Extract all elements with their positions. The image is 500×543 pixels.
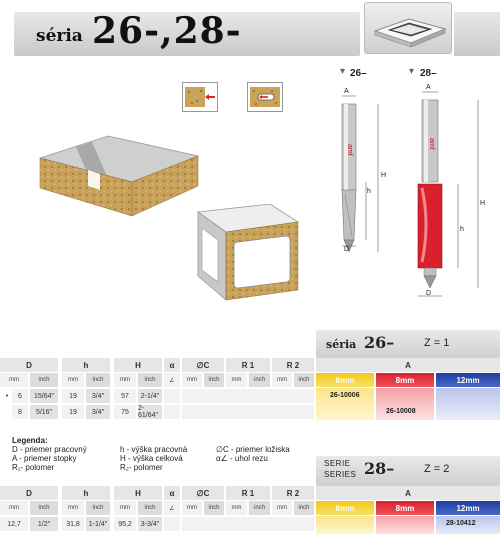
table1-unit: mm — [226, 373, 247, 387]
table2-unit: mm — [182, 501, 202, 515]
table1-unit: inch — [30, 373, 58, 387]
svg-text:▾: ▾ — [409, 66, 415, 77]
table2-6mm-column — [316, 516, 374, 534]
cell-d-inch: 15/64" — [30, 389, 58, 403]
dim-H-label-26: H — [381, 172, 387, 179]
series-code: 26-,28- — [92, 10, 242, 52]
cell-h-inch: 3/4" — [86, 405, 110, 419]
cell-h-mm: 19 — [62, 389, 84, 403]
dim-a-label-28: A — [426, 84, 431, 91]
legend-item: R₁- polomer — [12, 463, 55, 472]
cell-h-inch: 3/4" — [86, 389, 110, 403]
grooved-block-illustration — [36, 130, 201, 223]
svg-text:amf: amf — [428, 138, 435, 150]
cell-h-mm: 31,8 — [62, 517, 84, 531]
cell-d-inch: 5/16" — [30, 405, 58, 419]
cell-d-mm: 12,7 — [0, 517, 28, 531]
cell-empty — [182, 517, 314, 531]
table1-tag-6mm: 6mm — [316, 373, 374, 387]
table1-col-h: h — [62, 358, 110, 372]
table2-tag-12mm: 12mm — [436, 501, 500, 515]
table2-col-H: H — [114, 486, 162, 500]
legend-title: Legenda: — [12, 436, 48, 445]
dim-h-label-28: h — [460, 226, 464, 233]
table2-unit: inch — [30, 501, 58, 515]
table2-col-a: A — [316, 486, 500, 500]
table1-8mm-column — [376, 388, 434, 420]
series-prefix: séria — [36, 26, 83, 46]
table1-unit: inch — [204, 373, 224, 387]
cell-H-mm: 75 — [114, 405, 136, 419]
router-bit-drawings — [318, 64, 498, 309]
bit-28-label: 28– — [420, 68, 437, 79]
cell-d-mm: 6 — [12, 389, 28, 403]
table1-series-prefix: séria — [326, 338, 357, 351]
legend-item: ∅C - priemer ložiska — [216, 445, 290, 454]
legend-item: R₂- polomer — [120, 463, 163, 472]
table1-unit: mm — [0, 373, 28, 387]
table2-unit: inch — [204, 501, 224, 515]
table1-unit: mm — [272, 373, 292, 387]
table1-12mm-column — [436, 388, 500, 420]
table2-series-code: 28– — [364, 459, 395, 478]
table1-unit: inch — [138, 373, 162, 387]
table2-unit: mm — [114, 501, 136, 515]
dim-D-label-26: D — [344, 246, 350, 253]
feed-left-arrow-icon — [182, 82, 218, 112]
page-header — [0, 0, 500, 58]
cell-H-mm: 57 — [114, 389, 136, 403]
svg-text:▾: ▾ — [340, 66, 346, 77]
table1-col-c: ∅C — [182, 358, 224, 372]
table1-series-code: 26– — [364, 333, 395, 352]
table2-col-r1: R 1 — [226, 486, 270, 500]
table2-col-d: D — [0, 486, 58, 500]
table1-unit: inch — [249, 373, 270, 387]
product-code-12mm: 28-10412 — [446, 520, 476, 527]
table1-unit: inch — [86, 373, 110, 387]
dim-h-label-26: h — [367, 188, 371, 195]
bit-26-label: 26– — [350, 68, 367, 79]
table2-col-r2: R 2 — [272, 486, 314, 500]
cell-d-inch: 1/2" — [30, 517, 58, 531]
cell-h-mm: 19 — [62, 405, 84, 419]
table2-unit: inch — [138, 501, 162, 515]
table1-tag-12mm: 12mm — [436, 373, 500, 387]
table2-col-alpha: α — [164, 486, 180, 500]
table2-tag-8mm: 8mm — [376, 501, 434, 515]
cell-H-inch: 3-3/4" — [138, 517, 162, 531]
legend-item: H - výška celková — [120, 454, 183, 463]
table1-unit: ∠ — [164, 373, 180, 387]
table2-unit: inch — [249, 501, 270, 515]
cell-h-inch: 1-1/4" — [86, 517, 110, 531]
table2-unit: inch — [86, 501, 110, 515]
table2-unit: mm — [272, 501, 292, 515]
dim-a-label-26: A — [344, 88, 349, 95]
table2-unit: mm — [226, 501, 247, 515]
product-code-8mm: 26-10008 — [386, 408, 416, 415]
cell-H-inch: 2-1/4" — [138, 389, 162, 403]
dim-H-label-28: H — [480, 200, 486, 207]
table2-z-value: Z = 2 — [424, 463, 450, 475]
table2-series-prefix-2: SERIES — [324, 470, 357, 479]
cell-d-mm: 8 — [12, 405, 28, 419]
legend-item: D - priemer pracovný — [12, 445, 87, 454]
cell-H-mm: 95,2 — [114, 517, 136, 531]
table1-unit: inch — [294, 373, 314, 387]
table2-col-c: ∅C — [182, 486, 224, 500]
table1-col-r2: R 2 — [272, 358, 314, 372]
svg-text:amf: amf — [346, 144, 353, 156]
table1-tag-8mm: 8mm — [376, 373, 434, 387]
cell-H-inch: 2-61/64" — [138, 405, 162, 419]
table1-col-H: H — [114, 358, 162, 372]
table1-col-alpha: α — [164, 358, 180, 372]
dim-D-label-28: D — [426, 290, 432, 297]
legend-item: A - priemer stopky — [12, 454, 77, 463]
table1-unit: mm — [62, 373, 84, 387]
table2-col-h: h — [62, 486, 110, 500]
rectangular-pocket-icon — [364, 2, 452, 54]
pocket-frame-illustration — [196, 204, 300, 307]
table2-unit: inch — [294, 501, 314, 515]
cell-empty — [182, 389, 314, 403]
table2-8mm-column — [376, 516, 434, 534]
table1-col-d: D — [0, 358, 58, 372]
table1-col-r1: R 1 — [226, 358, 270, 372]
table1-z-value: Z = 1 — [424, 337, 450, 349]
legend-item: α∠ - uhol rezu — [216, 454, 268, 463]
cell-alpha — [164, 517, 180, 531]
table2-tag-6mm: 6mm — [316, 501, 374, 515]
cell-alpha — [164, 405, 180, 419]
table2-unit: ∠ — [164, 501, 180, 515]
table2-unit: mm — [62, 501, 84, 515]
table2-unit: mm — [0, 501, 28, 515]
table1-unit: mm — [114, 373, 136, 387]
cell-empty — [182, 405, 314, 419]
table2-series-prefix-1: SERIE — [324, 459, 351, 468]
legend-item: h - výška pracovná — [120, 445, 188, 454]
table1-unit: mm — [182, 373, 202, 387]
slot-feed-icon — [247, 82, 283, 112]
product-code-6mm: 26-10006 — [330, 392, 360, 399]
header-side-strip — [454, 12, 500, 56]
row-bullet: • — [5, 392, 9, 400]
cell-alpha — [164, 389, 180, 403]
table1-col-a: A — [316, 358, 500, 372]
